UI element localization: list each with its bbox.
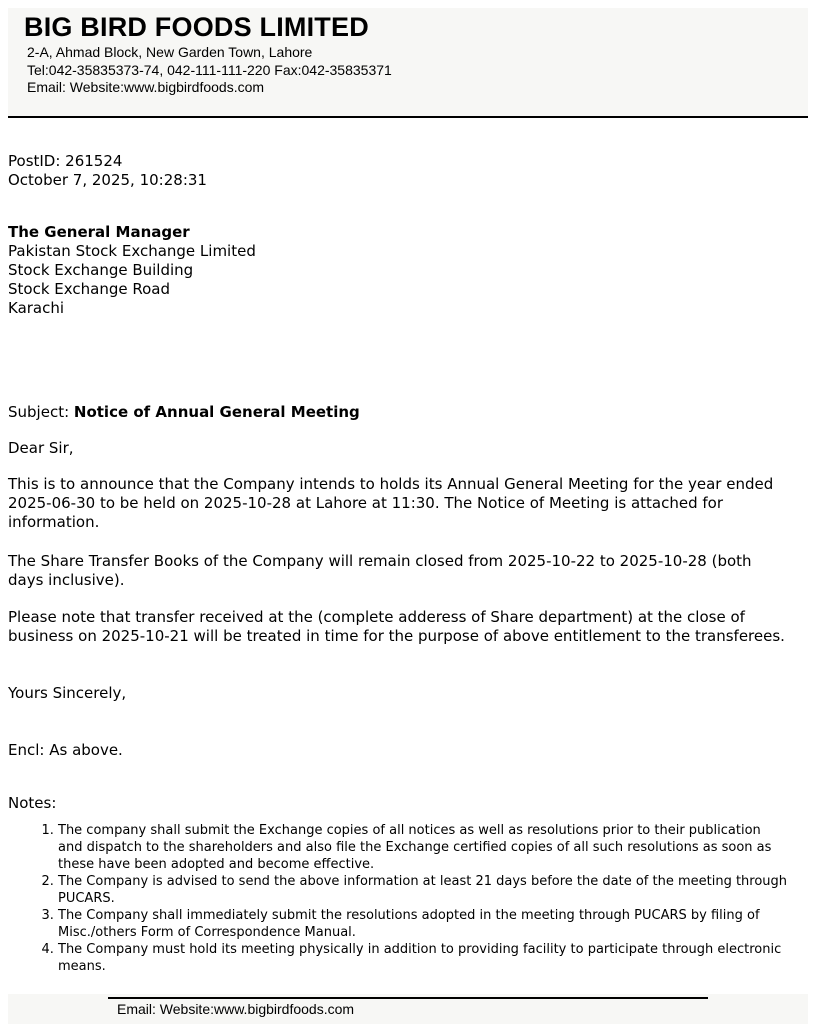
company-phones: Tel:042-35835373-74, 042-111-111-220 Fax:042-35835371 xyxy=(27,62,392,78)
notes-heading: Notes: xyxy=(8,794,57,812)
recipient-line: Karachi xyxy=(8,299,65,317)
note-item: 2. The Company is advised to send the above information at least 21 days before the date of the meeting through PUCARS. xyxy=(58,873,788,907)
post-datetime: October 7, 2025, 10:28:31 xyxy=(8,171,207,189)
note-item: 1. The company shall submit the Exchange copies of all notices as well as resolutions prior to their publication and dispatch to the shareholders and also file the Exchange certified copies of all such resolutions as soon as these have been adopted and become effective. xyxy=(58,822,788,873)
subject-label: Subject: xyxy=(8,403,74,421)
notes-list xyxy=(8,822,788,975)
letterhead xyxy=(8,8,808,116)
enclosure: Encl: As above. xyxy=(8,741,123,759)
body-paragraph: The Share Transfer Books of the Company will remain closed from 2025-10-22 to 2025-10-28 (both days inclusive). xyxy=(8,552,752,589)
recipient-line: Stock Exchange Building xyxy=(8,261,194,279)
note-item: 4. The Company must hold its meeting physically in addition to providing facility to participate through electronic means. xyxy=(58,941,788,975)
body-paragraph: Please note that transfer received at the (complete adderess of Share department) at the close of business on 2025-10-21 will be treated in time for the purpose of above entitlement to the transferees. xyxy=(8,608,785,645)
company-address: 2-A, Ahmad Block, New Garden Town, Lahore xyxy=(27,44,313,60)
post-id: PostID: 261524 xyxy=(8,152,123,170)
company-name: BIG BIRD FOODS LIMITED xyxy=(24,12,369,42)
recipient-line: Pakistan Stock Exchange Limited xyxy=(8,242,256,260)
footer-email-website: Email: Website:www.bigbirdfoods.com xyxy=(117,1001,355,1017)
recipient-line: Stock Exchange Road xyxy=(8,280,170,298)
recipient-title: The General Manager xyxy=(8,223,190,241)
body-paragraph: This is to announce that the Company intends to holds its Annual General Meeting for the year ended 2025-06-30 to be held on 2025-10-28 at Lahore at 11:30. The Notice of Meeting is attached for information. xyxy=(8,475,774,531)
company-email-website: Email: Website:www.bigbirdfoods.com xyxy=(27,79,265,95)
footer xyxy=(8,994,808,1024)
subject-text: Notice of Annual General Meeting xyxy=(73,403,360,421)
salutation: Dear Sir, xyxy=(8,439,74,457)
note-item: 3. The Company shall immediately submit the resolutions adopted in the meeting through PUCARS by filing of Misc./others Form of Correspondence Manual. xyxy=(58,907,788,941)
subject-line xyxy=(8,403,360,422)
header-divider xyxy=(8,116,808,118)
closing: Yours Sincerely, xyxy=(8,684,127,702)
footer-divider xyxy=(108,997,708,999)
